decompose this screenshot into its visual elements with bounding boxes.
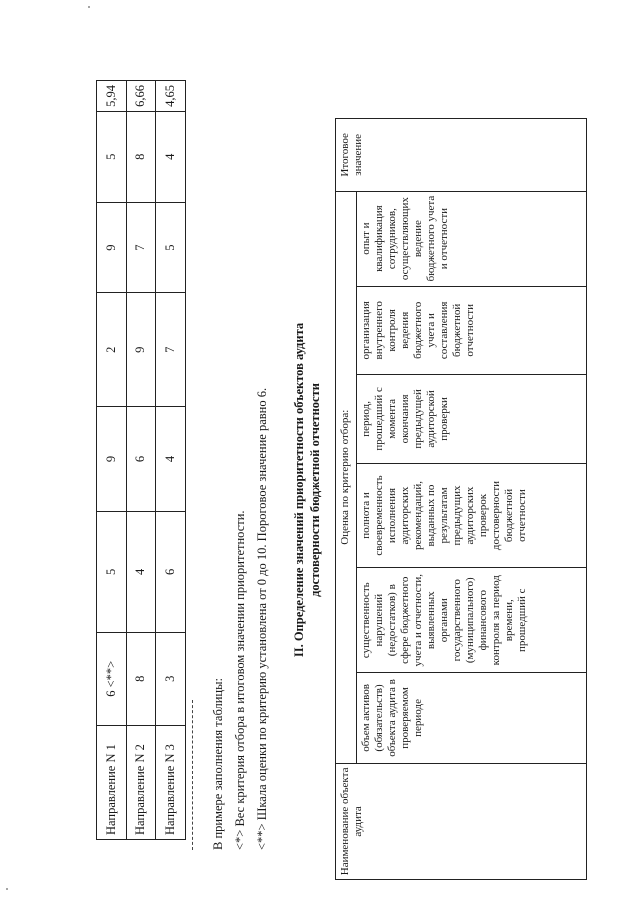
criterion-header: объем активов (обязательств) объекта аудита в проверяемом периоде — [357, 673, 587, 764]
table-cell: 3 — [156, 632, 186, 725]
table-cell: 7 — [156, 293, 186, 407]
table-row — [156, 81, 186, 840]
table-cell: 7 — [126, 202, 156, 293]
criterion-header: опыт и квалификация сотрудников, осуществляющих ведение бюджетного учета и отчетности — [357, 191, 587, 286]
column-header-object-name: Наименование объекта аудита — [336, 763, 587, 879]
column-header-total: Итоговое значение — [336, 119, 587, 192]
scan-speck — [6, 888, 8, 890]
section-heading — [291, 130, 323, 850]
criterion-header: период, прошедший с момента окончания предыдущей аудиторской проверки — [357, 375, 587, 464]
priority-table — [335, 118, 587, 880]
section-heading-line2: достоверности бюджетной отчетности — [308, 383, 322, 597]
total-cell: 4,65 — [156, 81, 186, 112]
table-cell: 4 — [156, 407, 186, 512]
total-cell: 5,94 — [97, 81, 127, 112]
table-cell: 6 <**> — [97, 632, 127, 725]
table-cell: 8 — [126, 111, 156, 202]
footnote-separator — [192, 700, 193, 850]
table-cell: 2 — [97, 293, 127, 407]
criterion-header: организация внутреннего контроля ведения бюджетного учета и составления бюджетной отчетности — [357, 286, 587, 375]
notes-intro: В примере заполнения таблицы: — [211, 678, 225, 850]
scan-speck — [88, 6, 90, 8]
footnote-scale: <**> Шкала оценки по критерию установлена от 0 до 10. Пороговое значение равно 6. — [255, 387, 269, 850]
table-cell: 5 — [97, 111, 127, 202]
total-cell: 6,66 — [126, 81, 156, 112]
group-header-criteria: Оценка по критерию отбора: — [336, 191, 357, 763]
table-cell: 5 — [156, 202, 186, 293]
section-heading-line1: II. Определение значений приоритетности объектов аудита — [292, 322, 306, 658]
table-cell: 8 — [126, 632, 156, 725]
table-cell: 4 — [126, 511, 156, 632]
criterion-header: существенность нарушений (недостатков) в сфере бюджетного учета и отчетности, выявленных органами государственного (муниципального) финансового контроля за период времени, прошедший с — [357, 568, 587, 673]
table-cell: 6 — [126, 407, 156, 512]
table-cell: 5 — [97, 511, 127, 632]
table-cell: 9 — [126, 293, 156, 407]
row-name: Направление N 2 — [126, 725, 156, 839]
row-name: Направление N 3 — [156, 725, 186, 839]
table-row — [97, 81, 127, 840]
footnote-weight: <*> Вес критерия отбора в итоговом значении приоритетности. — [233, 510, 247, 850]
table-cell: 4 — [156, 111, 186, 202]
table-cell: 9 — [97, 202, 127, 293]
notes-block — [190, 130, 330, 850]
table-cell: 6 — [156, 511, 186, 632]
table-row — [126, 81, 156, 840]
row-name: Направление N 1 — [97, 725, 127, 839]
criterion-header: полнота и своевременность исполнения аудиторских рекомендаций, выданных по результатам предыдущих аудиторских проверок достоверности бюджетной отчетности — [357, 463, 587, 568]
criteria-example-table — [96, 80, 186, 840]
table-cell: 9 — [97, 407, 127, 512]
